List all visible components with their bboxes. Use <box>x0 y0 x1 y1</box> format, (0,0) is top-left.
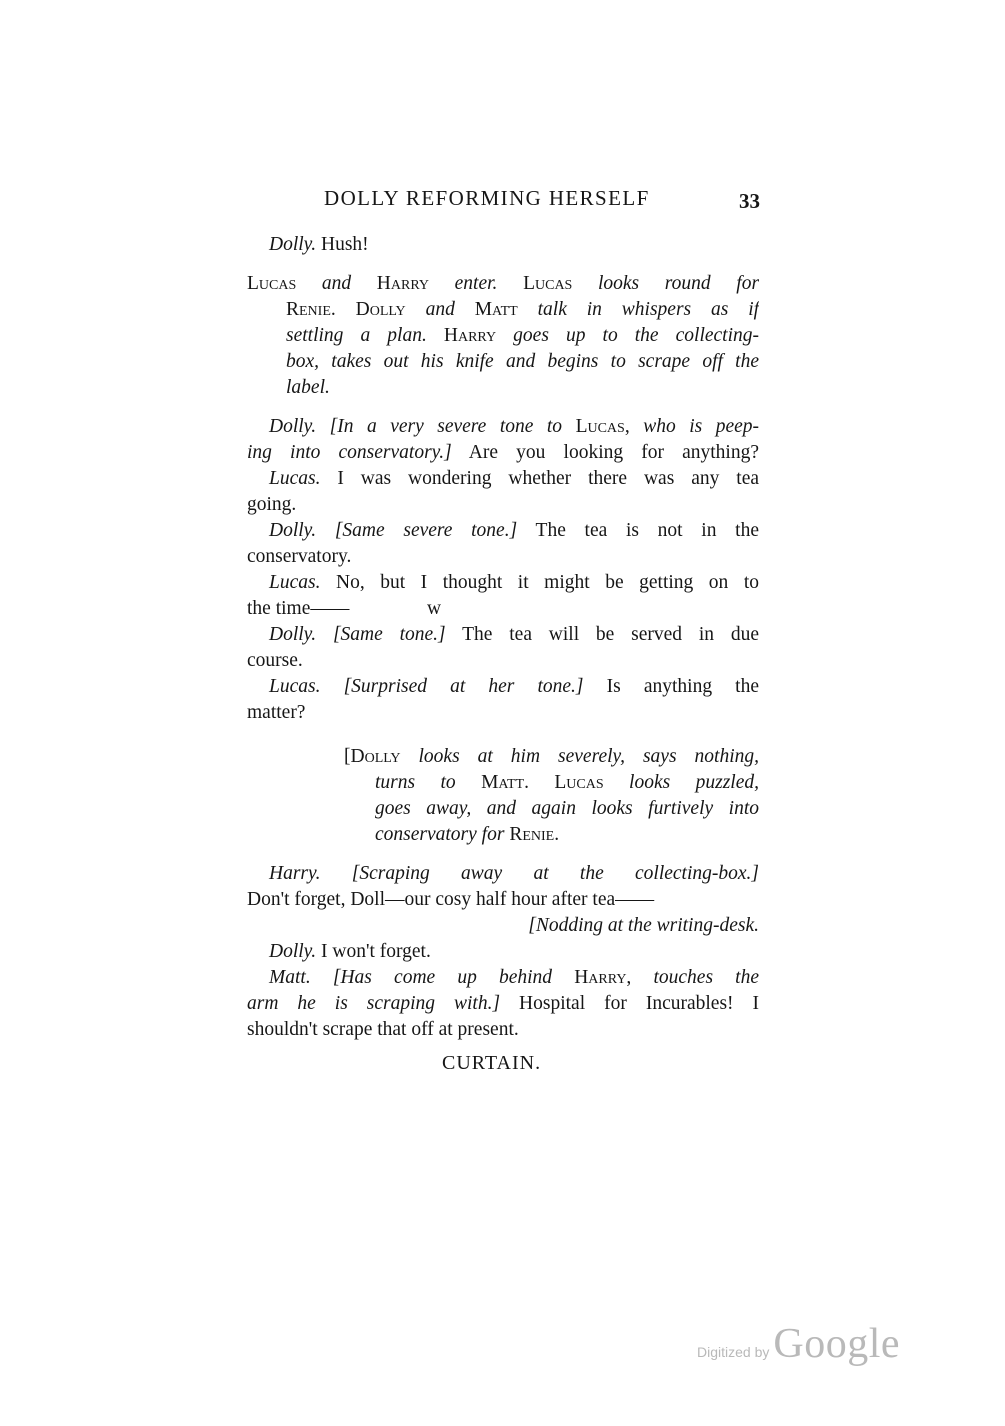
direction-text: goes away, and again looks furtively into <box>375 798 759 819</box>
direction-text: [In a very severe tone to <box>329 416 563 437</box>
direction-text: [Same tone.] <box>332 624 446 645</box>
dialogue-line <box>247 440 759 466</box>
speech: matter? <box>247 702 306 723</box>
direction-text: label. <box>286 377 330 398</box>
speech: going. <box>247 494 297 515</box>
direction-text: [Scraping away at the collecting-box.] <box>351 863 759 884</box>
speech: I won't forget. <box>321 941 431 962</box>
speech: I was wondering whether there was any tea <box>337 468 759 489</box>
spacer <box>247 401 759 414</box>
direction-text: and <box>425 299 455 320</box>
speaker-name: Matt. <box>269 967 311 988</box>
stage-direction-line <box>247 770 759 796</box>
speech: shouldn't scrape that off at present. <box>247 1019 519 1040</box>
stage-direction-line <box>247 297 759 323</box>
speaker-name: Lucas. <box>269 468 321 489</box>
character-name: Harry <box>443 325 497 346</box>
speech: Don't forget, Doll—our cosy half hour after tea—— <box>247 889 655 910</box>
dialogue-line <box>247 965 759 991</box>
dialogue-line <box>247 887 759 913</box>
dialogue-line <box>247 622 759 648</box>
dialogue-line <box>247 570 759 596</box>
direction-text: turns to <box>375 772 456 793</box>
direction-text: [Has come up behind <box>332 967 553 988</box>
speech: The tea is not in the <box>535 520 759 541</box>
speaker-name: Lucas. <box>269 676 321 697</box>
character-name: Dolly <box>350 746 401 767</box>
dialogue-line <box>247 466 759 492</box>
character-name: Harry, <box>574 967 632 988</box>
spacer <box>247 848 759 861</box>
direction-text: goes up to the collecting- <box>513 325 759 346</box>
running-title: DOLLY REFORMING HERSELF <box>324 186 650 210</box>
dialogue-line <box>247 700 759 726</box>
stage-direction-line <box>247 744 759 770</box>
speech: The tea will be served in due <box>462 624 759 645</box>
stray-mark: w <box>427 598 442 619</box>
speaker-name: Lucas. <box>269 572 321 593</box>
speech: Is anything the <box>606 676 759 697</box>
direction-text: [Nodding at the writing-desk. <box>528 915 759 936</box>
page-number: 33 <box>739 189 760 213</box>
direction-text: enter. <box>454 273 498 294</box>
speaker-name: Harry. <box>269 863 321 884</box>
stage-direction-line <box>247 375 759 401</box>
digitized-by-watermark <box>697 1320 900 1368</box>
speaker-name: Dolly. <box>269 941 317 962</box>
stage-direction-line <box>247 349 759 375</box>
character-name: Renie. <box>286 299 336 320</box>
stage-direction-line <box>247 822 759 848</box>
running-head <box>324 186 760 218</box>
character-name: Lucas <box>523 273 573 294</box>
dialogue-line <box>247 1017 759 1043</box>
dialogue-line <box>247 518 759 544</box>
character-name: Lucas <box>554 772 604 793</box>
spacer <box>247 258 759 271</box>
direction-text: [Surprised at her tone.] <box>343 676 584 697</box>
direction-text: talk in whispers as if <box>537 299 759 320</box>
dialogue-line <box>247 648 759 674</box>
curtain-heading: CURTAIN. <box>442 1052 542 1074</box>
speaker-name: Dolly. <box>269 416 317 437</box>
bracket: [ <box>344 746 351 767</box>
speech: Hospital for Incurables! I <box>519 993 759 1014</box>
spacer <box>247 726 759 744</box>
speech: Hush! <box>321 234 369 255</box>
stage-direction-line <box>247 913 759 939</box>
direction-text: looks puzzled, <box>629 772 759 793</box>
google-logo-text: Google <box>773 1321 901 1367</box>
speaker-name: Dolly. <box>269 234 317 255</box>
dialogue-line <box>247 492 759 518</box>
speech: Are you looking for anything? <box>468 442 759 463</box>
speech: course. <box>247 650 303 671</box>
direction-text: arm he is scraping with.] <box>247 993 501 1014</box>
dialogue-line <box>247 232 759 258</box>
character-name: Matt <box>474 299 518 320</box>
character-name: Lucas <box>247 273 297 294</box>
direction-text: looks round for <box>597 273 759 294</box>
speech: No, but I thought it might be getting on to <box>336 572 759 593</box>
stage-direction-line <box>247 271 759 297</box>
character-name: Matt. <box>481 772 529 793</box>
direction-text: touches the <box>653 967 759 988</box>
dialogue-line <box>247 544 759 570</box>
dialogue-line <box>247 861 759 887</box>
dialogue-line <box>247 596 759 622</box>
character-name: Lucas, <box>575 416 630 437</box>
dialogue-line <box>247 939 759 965</box>
dialogue-line <box>247 414 759 440</box>
direction-text: looks at him severely, says nothing, <box>418 746 759 767</box>
dialogue-line <box>247 991 759 1017</box>
character-name: Harry <box>376 273 430 294</box>
speaker-name: Dolly. <box>269 624 317 645</box>
stage-direction-line <box>247 323 759 349</box>
stage-direction-line <box>247 796 759 822</box>
character-name: Dolly <box>355 299 406 320</box>
speech: conservatory. <box>247 546 352 567</box>
direction-text: settling a plan. <box>286 325 427 346</box>
direction-text: who is peep- <box>643 416 759 437</box>
direction-text: [Same severe tone.] <box>334 520 518 541</box>
dialogue-line <box>247 674 759 700</box>
direction-text: conservatory for <box>375 824 505 845</box>
speech: the time—— <box>247 598 350 619</box>
direction-text: ing into conservatory.] <box>247 442 452 463</box>
speaker-name: Dolly. <box>269 520 317 541</box>
play-text <box>247 232 759 1043</box>
character-name: Renie. <box>509 824 560 845</box>
direction-text: box, takes out his knife and begins to scrape off the <box>286 351 759 372</box>
direction-text: and <box>321 273 352 294</box>
watermark-prefix: Digitized by <box>697 1344 770 1360</box>
